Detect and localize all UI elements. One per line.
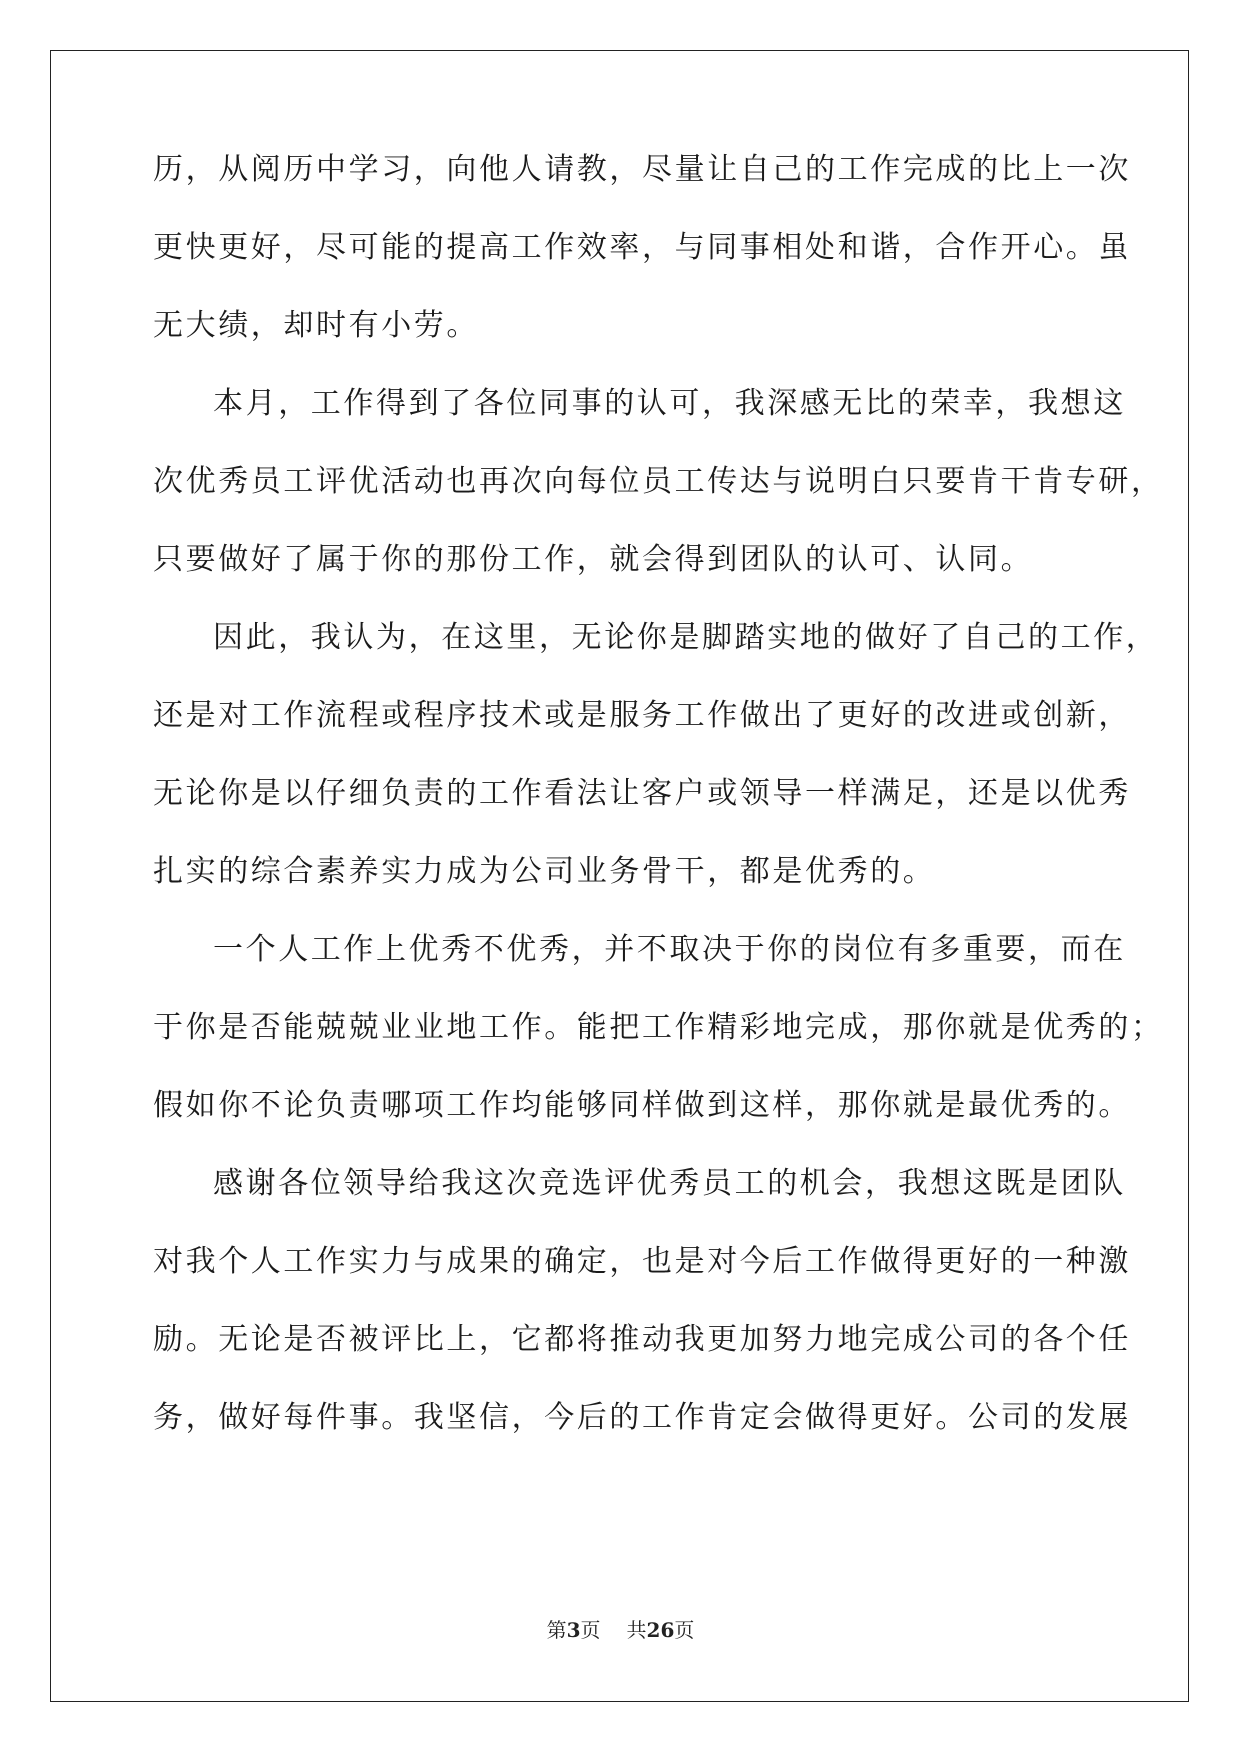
page-footer <box>0 1618 1241 1642</box>
paragraph-start-line: 因此，我认为，在这里，无论你是脚踏实地的做好了自己的工作， <box>213 620 1159 655</box>
text-line: 于你是否能兢兢业业地工作。能把工作精彩地完成，那你就是优秀的； <box>153 1010 1164 1045</box>
page-suffix: 页 <box>580 1618 601 1642</box>
page-number: 3 <box>566 1618 581 1642</box>
paragraph-start-line: 一个人工作上优秀不优秀，并不取决于你的岗位有多重要，而在 <box>213 932 1126 967</box>
paragraph-start-line: 本月，工作得到了各位同事的认可，我深感无比的荣幸，我想这 <box>213 386 1126 421</box>
text-line: 更快更好，尽可能的提高工作效率，与同事相处和谐，合作开心。虽 <box>153 230 1131 265</box>
total-suffix: 页 <box>674 1618 695 1642</box>
total-prefix: 共 <box>626 1618 647 1642</box>
text-line: 励。无论是否被评比上，它都将推动我更加努力地完成公司的各个任 <box>153 1322 1131 1357</box>
text-line: 无论你是以仔细负责的工作看法让客户或领导一样满足，还是以优秀 <box>153 776 1131 811</box>
text-line: 只要做好了属于你的那份工作，就会得到团队的认可、认同。 <box>153 542 1034 577</box>
text-line: 历，从阅历中学习，向他人请教，尽量让自己的工作完成的比上一次 <box>153 152 1131 187</box>
text-line: 扎实的综合素养实力成为公司业务骨干，都是优秀的。 <box>153 854 936 889</box>
text-line: 假如你不论负责哪项工作均能够同样做到这样，那你就是最优秀的。 <box>153 1088 1131 1123</box>
total-pages: 26 <box>646 1618 675 1642</box>
text-line: 次优秀员工评优活动也再次向每位员工传达与说明白只要肯干肯专研， <box>153 464 1164 499</box>
page-prefix: 第 <box>546 1618 567 1642</box>
text-line: 对我个人工作实力与成果的确定，也是对今后工作做得更好的一种激 <box>153 1244 1131 1279</box>
text-line: 务，做好每件事。我坚信，今后的工作肯定会做得更好。公司的发展 <box>153 1400 1131 1435</box>
paragraph-start-line: 感谢各位领导给我这次竞选评优秀员工的机会，我想这既是团队 <box>213 1166 1126 1201</box>
text-line: 无大绩，却时有小劳。 <box>153 308 479 343</box>
text-line: 还是对工作流程或程序技术或是服务工作做出了更好的改进或创新， <box>153 698 1131 733</box>
